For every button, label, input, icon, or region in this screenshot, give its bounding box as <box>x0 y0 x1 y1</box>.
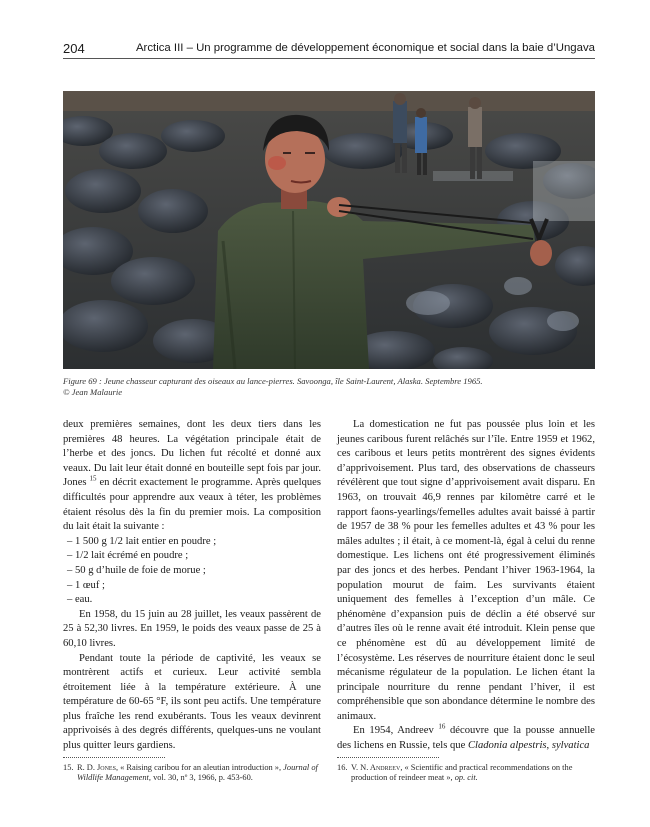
footnote-text: , vol. 30, nº 3, 1966, p. 453-60. <box>148 773 253 783</box>
paragraph-text: en décrit exactement le programme. Après quelques difficultés pour apprendre aux veaux à téter, les problèmes étaient résolus dès la fin du premier mois. La composition du lait était la suivante : <box>63 477 321 533</box>
paragraph-text: , <box>546 740 552 752</box>
footnote-journal: Journal of Wildlife Management <box>77 762 318 783</box>
running-header <box>63 40 595 59</box>
photo-illustration <box>63 91 595 369</box>
left-column <box>63 418 321 783</box>
running-title: Arctica III – Un programme de développement économique et social dans la baie d’Ungava <box>135 42 595 54</box>
footnote-15 <box>63 763 321 784</box>
list-item: – 50 g d’huile de foie de morue ; <box>67 564 321 579</box>
footnote-separator <box>63 757 165 758</box>
paragraph: En 1958, du 15 juin au 28 juillet, les veaux passèrent de 25 à 52,30 livres. En 1959, le poids des veaux passe de 25 à 60,10 livres. <box>63 608 321 649</box>
paragraph-text: deux premières semaines, dont les deux tiers dans les premières 48 heures. La végétation principale était de l’herbe et des joncs. Du lichen fut récolté et donné aux veaux. Du lait leur était donné en bouteille sept fois par jour. Jones <box>63 419 321 489</box>
footnote-ref: 15 <box>89 474 97 483</box>
milk-composition-list <box>63 535 321 608</box>
paragraph-text: découvre que la pousse annuelle des lichens en Russie, tels que <box>337 725 595 752</box>
footnote-citation: op. cit. <box>454 773 478 783</box>
footnote-author: V. N. Andreev <box>351 762 401 772</box>
figure-photo <box>63 91 595 369</box>
footnote-ref: 16 <box>438 722 446 731</box>
list-item: – 1 œuf ; <box>67 579 321 594</box>
page-number: 204 <box>63 41 85 56</box>
footnote-text: , « Raising caribou for an aleutian introduction », <box>115 762 284 772</box>
paragraph <box>337 724 595 753</box>
footnote-number: 15. <box>63 762 74 772</box>
footnote-16 <box>337 763 595 784</box>
caption-text: Figure 69 : Jeune chasseur capturant des oiseaux au lance-pierres. Savoonga, île Saint-Laurent, Alaska. Septembre 1965. <box>63 376 483 386</box>
paragraph: La domestication ne fut pas poussée plus loin et les jeunes caribous furent relâchés sur l’île. Entre 1959 et 1962, ces caribous et leurs petits montrèrent des signes évidents d’apprivoisement. Plus tard, des observations de chasseurs révélèrent que tout signe d’apprivoisement avait disparu. En 1963, on trouvait 46,9 rennes par kilomètre carré et le rapport faons-yearlings/femelles adultes avait baissé à partir de 1957 de 38 % pour les femelles adultes et 43 % pour les mâles adultes ; il était, à ce moment-là, égal à celui du renne domestique. Les lichens ont été progressivement éliminés par des joncs et des herbes. Pendant l’hiver 1963-1964, la population mourut de faim. Les survivants étaient uniquement des femelles à l’exception d’un mâle. Ce phénomène d’expansion puis de déclin a été observé sur d’autres îles où le renne avait été introduit. Klein pense que ce phénomène est dû au développement limité de l’écosystème. Les réserves de nourriture étaient donc le seul mécanisme régulateur de la population. Le lichen étant la principale nourriture du renne pendant l’hiver, il est compréhensible que son abondance détermine le nombre des animaux. <box>337 419 595 722</box>
species-name: sylvatica <box>551 740 590 752</box>
list-item: – 1/2 lait écrémé en poudre ; <box>67 549 321 564</box>
figure-caption <box>63 376 595 397</box>
footnote-separator <box>337 757 439 758</box>
species-name: Cladonia alpestris <box>467 740 547 752</box>
footnote-text: , « Scientific and practical recommendations on the production of reindeer meat », <box>351 762 573 783</box>
list-item: – eau. <box>67 593 321 608</box>
list-item: – 1 500 g 1/2 lait entier en poudre ; <box>67 535 321 550</box>
paragraph-text: En 1954, Andreev <box>353 725 434 737</box>
footnote-author: R. D. Jones <box>77 762 116 772</box>
paragraph <box>63 418 321 535</box>
footnote-number: 16. <box>337 762 348 772</box>
right-column <box>337 418 595 783</box>
paragraph: Pendant toute la période de captivité, les veaux se montrèrent actifs et curieux. Leur activité sembla étroitement liée à la température extérieure. À une température de 60-65 °F, ils sont peu actifs. Une température plus fraîche les rend exubérants. Tous les veaux devinrent apprivoisés à des degrés différents, quelques-uns ne voulant plus quitter leurs gardiens. <box>63 652 321 752</box>
photo-credit: © Jean Malaurie <box>63 386 123 397</box>
